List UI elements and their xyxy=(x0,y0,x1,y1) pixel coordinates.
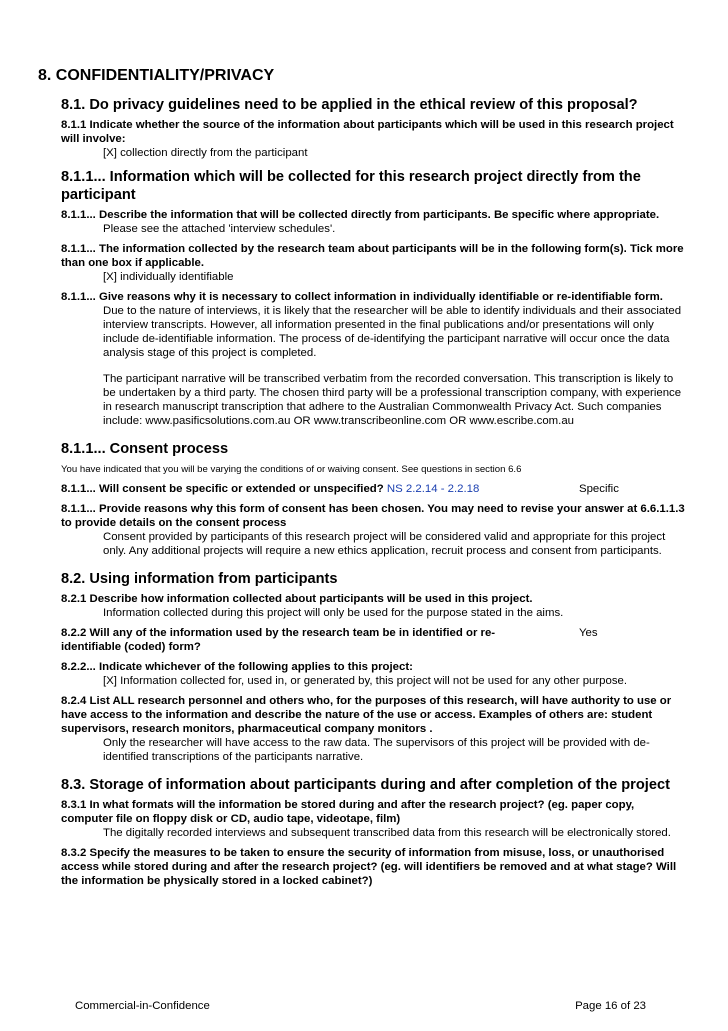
s81-q5-row xyxy=(61,482,689,496)
s81-q6: 8.1.1... Provide reasons why this form of consent has been chosen. You may need to revise your answer at 6.6.1.1.3 to provide details on the consent process xyxy=(61,503,685,529)
s82-a1: Information collected during this project will only be used for the purpose stated in the aims. xyxy=(103,607,564,619)
s81-a4-p1: Due to the nature of interviews, it is likely that the researcher will be able to identify individuals and their associated interview transcripts. However, all information presented in the final publications and/or presentations will only include de-identifiable information. The process of de-identifying the participant narrative will occur once the data analysis stage of this project is completed. xyxy=(103,305,682,359)
s82-q4: 8.2.4 List ALL research personnel and others who, for the purposes of this research, will have authority to use or have access to the information and describe the nature of the use or access. Examples of others are: student supervisors, research monitors, pharmaceutical company monitors . xyxy=(61,695,672,735)
s82-q1: 8.2.1 Describe how information collected about participants will be used in this project. xyxy=(61,593,533,605)
s81-sub-heading: 8.1.1... Information which will be collected for this research project directly from the participant xyxy=(61,169,641,203)
s81-q3: 8.1.1... The information collected by the research team about participants will be in the following form(s). Tick more than one box if applicable. xyxy=(61,243,684,269)
s81-heading: 8.1. Do privacy guidelines need to be applied in the ethical review of this proposal? xyxy=(61,97,638,113)
consent-heading: 8.1.1... Consent process xyxy=(61,441,229,457)
section-content xyxy=(61,96,689,888)
s83-q2: 8.3.2 Specify the measures to be taken to ensure the security of information from misuse, loss, or unauthorised access while stored during and after the research project? (eg. will identifiers be removed and at what stage? Will the information be physically stored in a locked cabinet?) xyxy=(61,847,677,887)
s82-a2: Yes xyxy=(579,627,598,639)
s83-q1: 8.3.1 In what formats will the information be stored during and after the research project? (eg. paper copy, computer file on floppy disk or CD, audio tape, videotape, film) xyxy=(61,799,635,825)
s82-q2-row xyxy=(61,626,689,654)
consent-note: You have indicated that you will be varying the conditions of or waiving consent. See questions in section 6.6 xyxy=(61,464,522,475)
s82-a3: [X] Information collected for, used in, or generated by, this project will not be used for any other purpose. xyxy=(103,675,628,687)
s81-q5-text: 8.1.1... Will consent be specific or extended or unspecified? xyxy=(61,483,384,495)
section-title: 8. CONFIDENTIALITY/PRIVACY xyxy=(38,67,275,84)
s81-q5 xyxy=(61,482,479,496)
s81-q1: 8.1.1 Indicate whether the source of the information about participants which will be used in this research project will involve: xyxy=(61,119,674,145)
s83-heading: 8.3. Storage of information about participants during and after completion of the project xyxy=(61,777,670,793)
s81-a4-p2: The participant narrative will be transcribed verbatim from the recorded conversation. This transcription is likely to be undertaken by a third party. The chosen third party will be a professional transcription company, with experience in research manuscript transcription that adhere to the Australian Commonwealth Privacy Act. Such companies include: www.pasificsolutions.com.au OR www.transcribeonline.com OR www.escribe.com.au xyxy=(103,373,682,427)
s82-heading: 8.2. Using information from participants xyxy=(61,571,338,587)
s81-a6: Consent provided by participants of this research project will be considered valid and appropriate for this project only. Any additional projects will require a new ethics application, recruit process and consent from participants. xyxy=(103,531,666,557)
s82-a4: Only the researcher will have access to the raw data. The supervisors of this project will be provided with de-identified transcriptions of the participants narrative. xyxy=(103,737,650,763)
s81-q2: 8.1.1... Describe the information that will be collected directly from participants. Be specific where appropriate. xyxy=(61,209,660,221)
s82-q3: 8.2.2... Indicate whichever of the following applies to this project: xyxy=(61,661,413,673)
s83-a1: The digitally recorded interviews and subsequent transcribed data from this research will be electronically stored. xyxy=(103,827,671,839)
page-footer xyxy=(75,1000,646,1012)
page-number: Page 16 of 23 xyxy=(575,1000,646,1012)
s82-q2: 8.2.2 Will any of the information used by the research team be in identified or re-identifiable (coded) form? xyxy=(61,627,496,653)
s81-a5: Specific xyxy=(579,483,619,495)
ns-reference: NS 2.2.14 - 2.2.18 xyxy=(386,483,480,495)
s81-q4: 8.1.1... Give reasons why it is necessary to collect information in individually identifiable or re-identifiable form. xyxy=(61,291,663,303)
s81-a2: Please see the attached 'interview schedules'. xyxy=(103,223,336,235)
footer-confidentiality: Commercial-in-Confidence xyxy=(75,1000,210,1012)
s81-a3: [X] individually identifiable xyxy=(103,271,234,283)
s81-a1: [X] collection directly from the participant xyxy=(103,147,308,159)
